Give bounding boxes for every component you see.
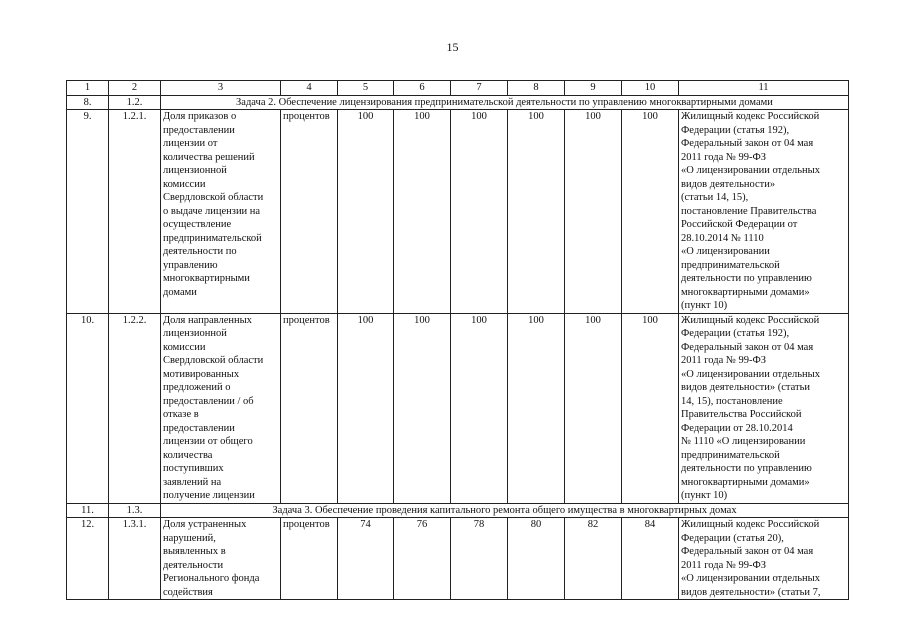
indicator-name	[161, 313, 281, 503]
indicator-unit: процентов	[281, 110, 338, 314]
indicators-table	[66, 80, 849, 600]
column-number: 10	[622, 81, 679, 96]
indicator-value: 100	[622, 110, 679, 314]
indicator-name-line: многоквартирными	[163, 273, 250, 284]
legal-source-line: № 1110 «О лицензировании	[681, 436, 806, 447]
task-title: Задача 3. Обеспечение проведения капитального ремонта общего имущества в многоквартирных домах	[161, 503, 849, 518]
legal-source-line: Жилищный кодекс Российской	[681, 519, 820, 530]
legal-source-line: (пункт 10)	[681, 490, 728, 501]
indicator-value: 100	[394, 313, 451, 503]
indicator-name-line: лицензии от	[163, 138, 218, 149]
legal-source-line: предпринимательской	[681, 259, 780, 271]
row-code: 1.2.2.	[109, 313, 161, 503]
legal-source-line: 2011 года № 99-ФЗ	[681, 355, 767, 366]
legal-source-line: «О лицензировании отдельных	[681, 368, 820, 380]
indicator-value: 100	[565, 110, 622, 314]
indicator-name-line: предложений о	[163, 382, 231, 393]
column-number: 4	[281, 81, 338, 96]
indicator-value: 84	[622, 518, 679, 600]
legal-source-line: Федеральный закон от 04 мая	[681, 341, 814, 353]
legal-source	[679, 518, 849, 600]
row-code: 1.2.1.	[109, 110, 161, 314]
indicator-value: 100	[394, 110, 451, 314]
indicator-name-line: Доля устраненных	[163, 519, 247, 530]
indicator-name-line: содействия	[163, 586, 213, 598]
indicator-name-line: Доля приказов о	[163, 111, 237, 122]
legal-source-line: «О лицензировании отдельных	[681, 573, 820, 584]
indicator-unit: процентов	[281, 518, 338, 600]
legal-source-line: постановление Правительства	[681, 205, 817, 217]
indicator-name-line: Регионального фонда	[163, 573, 260, 584]
column-number: 8	[508, 81, 565, 96]
indicator-name-line: управлению	[163, 259, 218, 271]
column-number-row	[67, 81, 849, 96]
legal-source-line: многоквартирными домами»	[681, 476, 810, 488]
indicator-name-line: заявлений на	[163, 476, 222, 488]
indicator-value: 74	[338, 518, 394, 600]
indicator-unit: процентов	[281, 313, 338, 503]
legal-source-line: Правительства Российской	[681, 409, 802, 420]
indicator-name-line: о выдаче лицензии на	[163, 205, 261, 217]
legal-source-line: Федеральный закон от 04 мая	[681, 138, 814, 149]
legal-source-line: Федерации от 28.10.2014	[681, 422, 793, 434]
indicator-name-line: комиссии	[163, 341, 206, 353]
indicator-name-line: нарушений,	[163, 532, 216, 544]
legal-source-line: Российской Федерации от	[681, 219, 798, 230]
indicator-name-line: поступивших	[163, 463, 224, 474]
legal-source-line: видов деятельности» (статьи 7,	[681, 586, 821, 598]
legal-source-line: 28.10.2014 № 1110	[681, 232, 764, 244]
legal-source-line: многоквартирными домами»	[681, 286, 810, 298]
indicator-value: 100	[508, 313, 565, 503]
indicator-row	[67, 518, 849, 600]
legal-source-line: Федеральный закон от 04 мая	[681, 546, 814, 557]
indicator-name-line: предоставлении / об	[163, 395, 254, 407]
indicator-name-line: выявленных в	[163, 546, 226, 557]
indicator-value: 100	[622, 313, 679, 503]
legal-source-line: Федерации (статья 20),	[681, 532, 784, 544]
indicator-name-line: лицензионной	[163, 165, 227, 176]
legal-source-line: 2011 года № 99-ФЗ	[681, 559, 767, 571]
indicator-name-line: лицензионной	[163, 328, 227, 339]
indicator-name-line: отказе в	[163, 409, 199, 420]
column-number: 1	[67, 81, 109, 96]
legal-source-line: (пункт 10)	[681, 300, 728, 311]
indicator-row	[67, 110, 849, 314]
indicator-name-line: предоставлении	[163, 422, 235, 434]
indicator-value: 100	[508, 110, 565, 314]
table-body	[67, 81, 849, 600]
column-number: 2	[109, 81, 161, 96]
indicator-name-line: получение лицензии	[163, 490, 255, 501]
task-title: Задача 2. Обеспечение лицензирования предпринимательской деятельности по управлению многоквартирными домами	[161, 95, 849, 110]
indicator-name-line: предоставлении	[163, 124, 235, 136]
indicator-name-line: Свердловской области	[163, 355, 264, 366]
indicator-name	[161, 110, 281, 314]
task-row	[67, 503, 849, 518]
column-number: 5	[338, 81, 394, 96]
row-number: 9.	[67, 110, 109, 314]
indicator-name-line: количества	[163, 449, 213, 461]
legal-source-line: деятельности по управлению	[681, 273, 812, 284]
indicator-name-line: количества решений	[163, 151, 255, 163]
column-number: 7	[451, 81, 508, 96]
column-number: 6	[394, 81, 451, 96]
legal-source-line: деятельности по управлению	[681, 463, 812, 474]
row-code: 1.2.	[109, 95, 161, 110]
indicator-value: 100	[451, 110, 508, 314]
row-number: 10.	[67, 313, 109, 503]
legal-source-line: «О лицензировании	[681, 246, 770, 257]
task-row	[67, 95, 849, 110]
legal-source-line: «О лицензировании отдельных	[681, 165, 820, 176]
legal-source-line: Жилищный кодекс Российской	[681, 111, 820, 122]
indicator-name-line: Доля направленных	[163, 314, 252, 326]
legal-source-line: (статьи 14, 15),	[681, 192, 749, 203]
row-code: 1.3.	[109, 503, 161, 518]
indicator-name-line: домами	[163, 286, 197, 298]
indicator-value: 76	[394, 518, 451, 600]
indicator-name-line: деятельности по	[163, 246, 237, 257]
row-code: 1.3.1.	[109, 518, 161, 600]
legal-source	[679, 110, 849, 314]
indicator-name-line: комиссии	[163, 178, 206, 190]
column-number: 9	[565, 81, 622, 96]
legal-source-line: предпринимательской	[681, 449, 780, 461]
indicator-name-line: мотивированных	[163, 368, 240, 380]
indicator-name-line: деятельности	[163, 559, 224, 571]
indicator-row	[67, 313, 849, 503]
indicator-value: 82	[565, 518, 622, 600]
indicator-value: 80	[508, 518, 565, 600]
legal-source-line: 14, 15), постановление	[681, 395, 783, 407]
indicator-name	[161, 518, 281, 600]
legal-source	[679, 313, 849, 503]
row-number: 8.	[67, 95, 109, 110]
indicator-value: 100	[338, 110, 394, 314]
column-number: 11	[679, 81, 849, 96]
legal-source-line: Жилищный кодекс Российской	[681, 314, 820, 326]
indicator-name-line: предпринимательской	[163, 232, 262, 244]
legal-source-line: 2011 года № 99-ФЗ	[681, 151, 767, 163]
row-number: 12.	[67, 518, 109, 600]
page-number: 15	[446, 40, 459, 54]
indicator-name-line: осуществление	[163, 219, 232, 230]
indicator-value: 78	[451, 518, 508, 600]
legal-source-line: видов деятельности» (статьи	[681, 382, 810, 393]
row-number: 11.	[67, 503, 109, 518]
indicator-value: 100	[451, 313, 508, 503]
indicator-value: 100	[338, 313, 394, 503]
legal-source-line: Федерации (статья 192),	[681, 124, 790, 136]
indicator-name-line: Свердловской области	[163, 192, 264, 203]
column-number: 3	[161, 81, 281, 96]
legal-source-line: Федерации (статья 192),	[681, 328, 790, 339]
indicator-value: 100	[565, 313, 622, 503]
legal-source-line: видов деятельности»	[681, 178, 776, 190]
indicator-name-line: лицензии от общего	[163, 436, 253, 447]
